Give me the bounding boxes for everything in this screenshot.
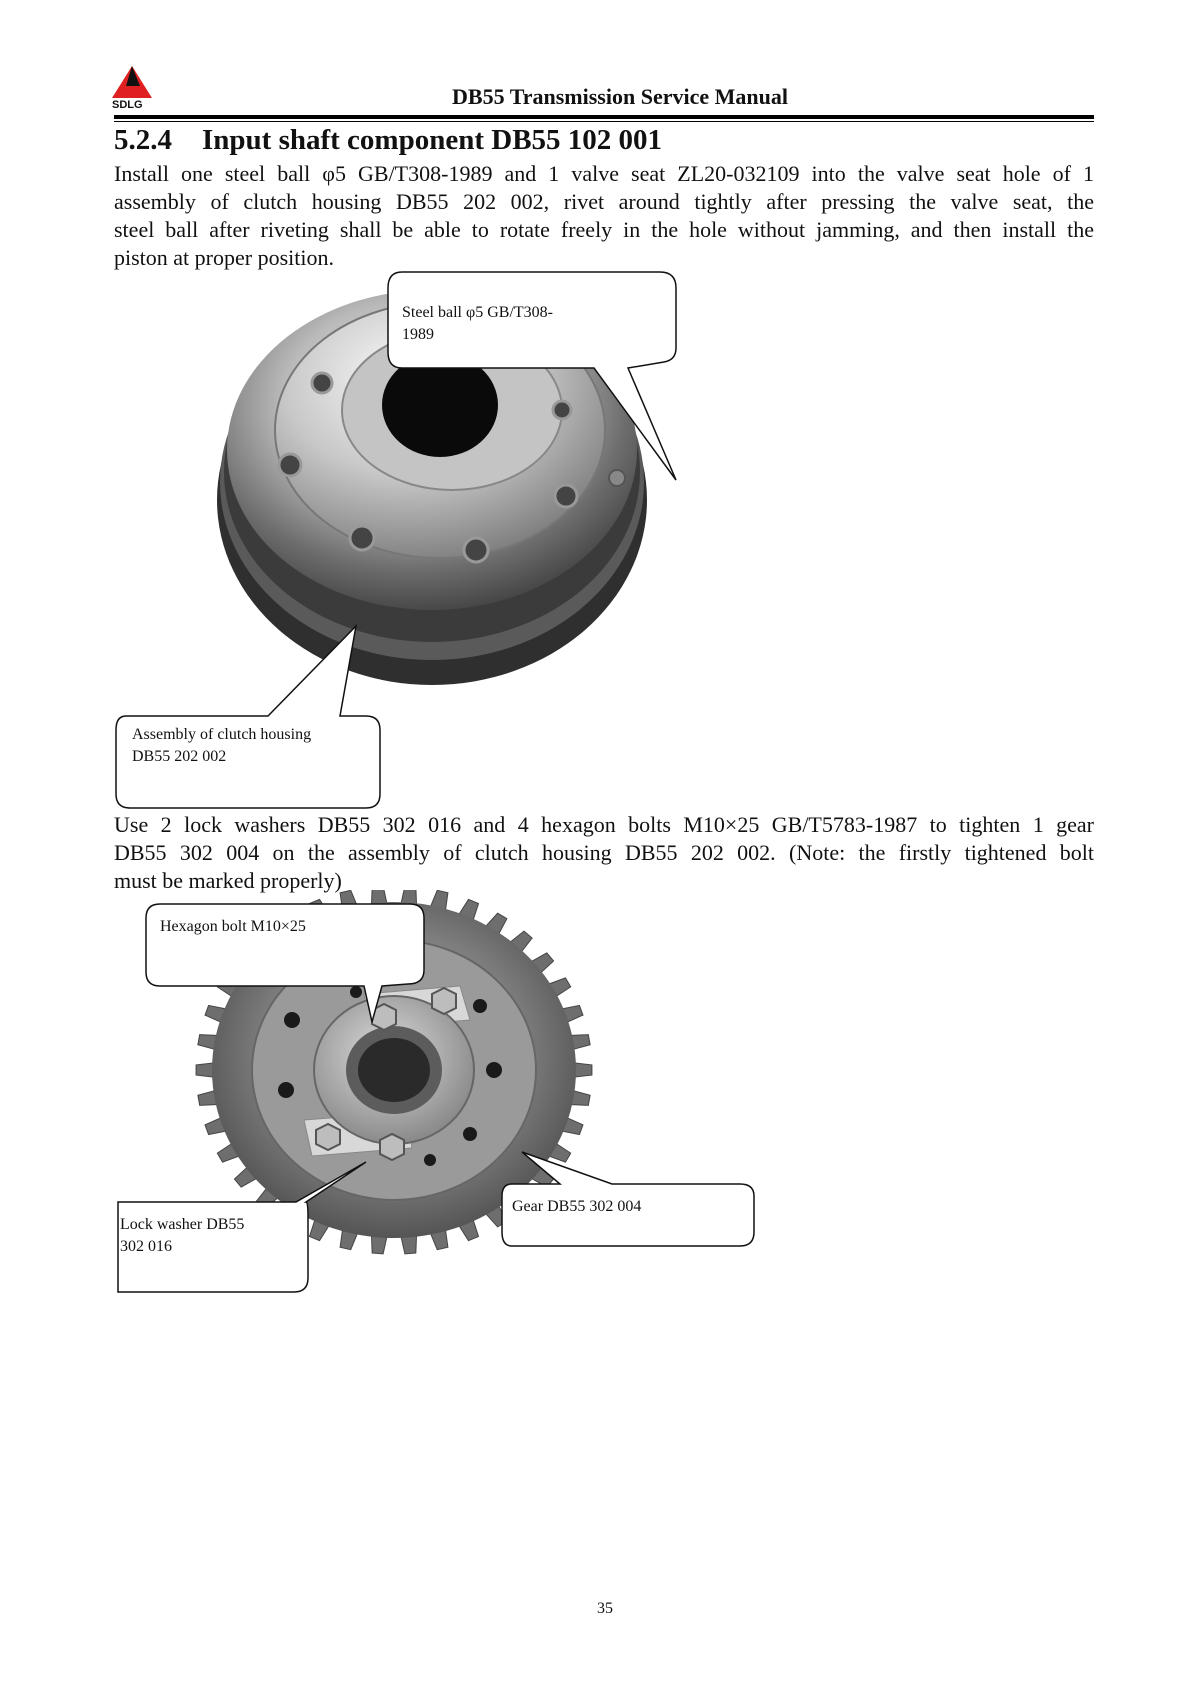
callout-clutch-housing bbox=[116, 626, 380, 808]
paragraph-line: DB55 302 004 on the assembly of clutch housing DB55 202 002. (Note: the firstly tightened bolt bbox=[114, 840, 1094, 865]
section-number: 5.2.4 bbox=[114, 124, 172, 156]
paragraph-1 bbox=[114, 160, 1094, 272]
callout-lock-washer-text: Lock washer DB55 302 016 bbox=[120, 1216, 245, 1255]
callout-gear-text: Gear DB55 302 004 bbox=[512, 1198, 642, 1215]
paragraph-line: must be marked properly) bbox=[114, 868, 342, 893]
paragraph-line: steel ball after riveting shall be able to rotate freely in the hole without jamming, and then install the bbox=[114, 217, 1094, 242]
logo-text: SDLG bbox=[112, 99, 143, 110]
paragraph-line: Install one steel ball φ5 GB/T308-1989 and 1 valve seat ZL20-032109 into the valve seat hole of 1 bbox=[114, 161, 1094, 186]
callout-clutch-housing-text: Assembly of clutch housing DB55 202 002 bbox=[132, 726, 312, 765]
header-title: DB55 Transmission Service Manual bbox=[452, 84, 788, 109]
page-number: 35 bbox=[597, 1600, 613, 1617]
section-heading bbox=[114, 124, 662, 157]
paragraph-line: piston at proper position. bbox=[114, 245, 334, 270]
gear-assembly-figure bbox=[0, 890, 1200, 1330]
section-title: Input shaft component DB55 102 001 bbox=[202, 124, 663, 156]
header-rule-thin bbox=[114, 121, 1094, 122]
callout-hexagon-bolt-text: Hexagon bolt M10×25 bbox=[160, 918, 306, 935]
paragraph-line: assembly of clutch housing DB55 202 002, rivet around tightly after pressing the valve seat, the bbox=[114, 189, 1094, 214]
header-rule bbox=[114, 115, 1094, 119]
paragraph-line: Use 2 lock washers DB55 302 016 and 4 hexagon bolts M10×25 GB/T5783-1987 to tighten 1 gear bbox=[114, 812, 1094, 837]
callout-steel-ball-text: Steel ball φ5 GB/T308- 1989 bbox=[402, 304, 553, 343]
paragraph-2 bbox=[114, 811, 1094, 895]
